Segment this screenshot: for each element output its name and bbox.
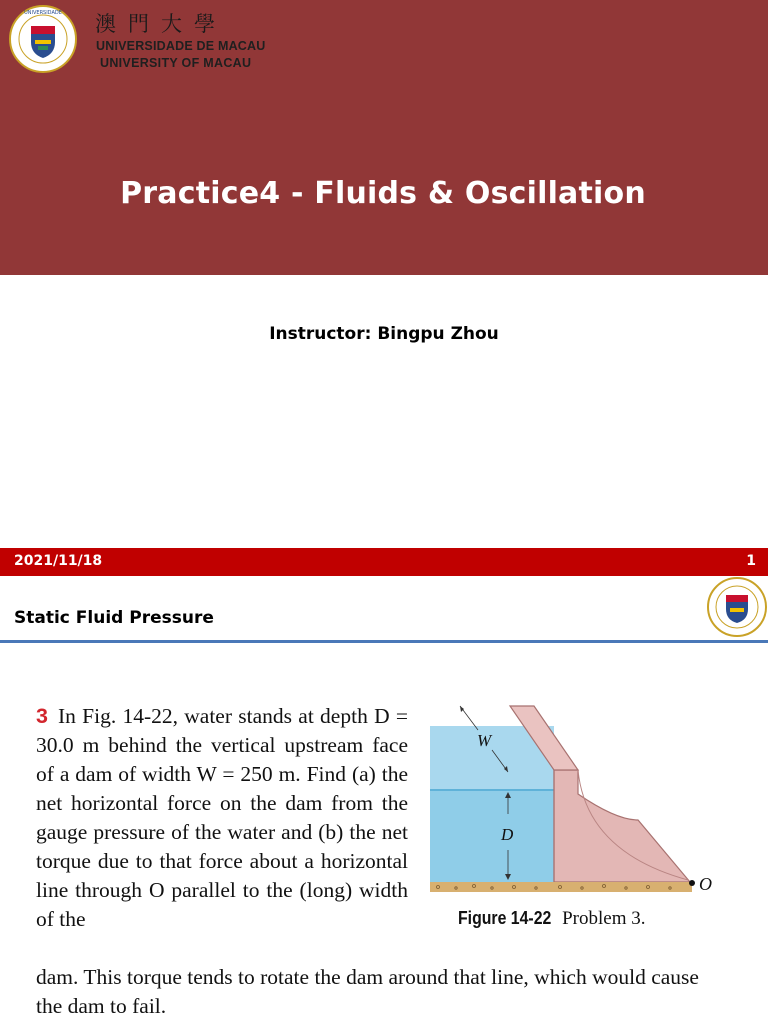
caption-problem: Problem 3. — [562, 908, 646, 929]
dam-figure — [426, 702, 726, 902]
university-logo — [8, 4, 78, 74]
problem-text-continued: dam. This torque tends to rotate the dam around that line, which would cause the dam to fail. — [36, 965, 699, 1018]
dam-body — [554, 770, 690, 882]
problem-statement — [36, 702, 408, 934]
university-logo-small — [706, 576, 768, 638]
university-name-english: UNIVERSITY OF MACAU — [100, 56, 252, 70]
slide-footer — [0, 548, 768, 576]
instructor-line: Instructor: Bingpu Zhou — [269, 324, 499, 344]
caption-figure-number: Figure 14-22 — [458, 908, 552, 928]
slide-title: Practice4 - Fluids & Oscillation — [120, 176, 646, 211]
figure-caption — [458, 907, 645, 930]
footer-page-number: 1 — [746, 553, 756, 569]
problem-slide — [0, 576, 768, 1024]
footer-date: 2021/11/18 — [14, 553, 103, 569]
problem-number: 3 — [36, 704, 48, 728]
heading-rule — [0, 640, 768, 643]
university-name-portuguese: UNIVERSIDADE DE MACAU — [96, 39, 266, 53]
svg-text:UNIVERSIDADE: UNIVERSIDADE — [24, 10, 62, 16]
label-w: W — [477, 731, 492, 750]
title-banner — [0, 0, 768, 275]
slide-heading: Static Fluid Pressure — [14, 608, 214, 628]
label-o: O — [699, 874, 712, 894]
problem-text: In Fig. 14-22, water stands at depth D = 30.0 m behind the vertical upstream face of a dam of width W = 250 m. Find (a) the net horizontal force on the dam from the gauge pressure of the water and (b) the net torque due to that force about a horizontal line through O parallel to the (long) width of the — [36, 704, 408, 931]
university-name-chinese: 澳門大學 — [95, 12, 227, 36]
label-d: D — [501, 825, 514, 844]
